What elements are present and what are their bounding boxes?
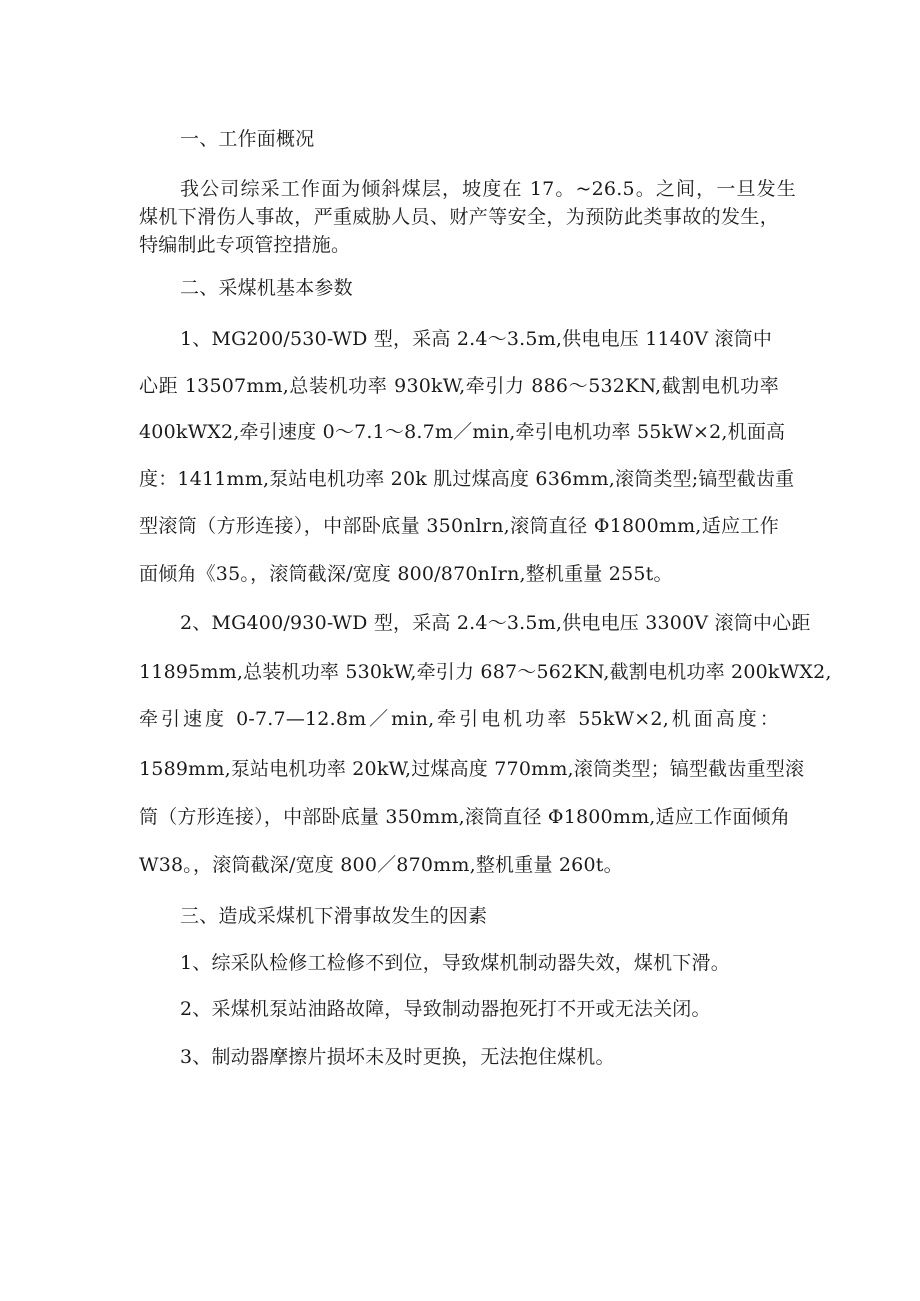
paragraph-line: 型滚筒（方形连接），中部卧底量 350nlrn,滚筒直径 Φ1800mm,适应工作: [139, 515, 779, 537]
paragraph-line: 牵引速度 0-7.7—12.8m／min,牵引电机功率 55kW×2,机面高度：: [139, 708, 779, 730]
paragraph-line: 心距 13507mm,总装机功率 930kW,牵引力 886～532KN,截割电机功率: [139, 375, 779, 397]
paragraph-line: 筒（方形连接），中部卧底量 350mm,滚筒直径 Φ1800mm,适应工作面倾角: [139, 806, 790, 828]
paragraph-line: 2、MG400/930-WD 型，采高 2.4～3.5m,供电电压 3300V 滚筒中心距: [180, 612, 811, 634]
paragraph-line: 400kWX2,牵引速度 0～7.1～8.7m／min,牵引电机功率 55kW×2,机面高: [139, 421, 786, 443]
list-item: 3、制动器摩擦片损坏未及时更换，无法抱住煤机。: [180, 1046, 615, 1068]
paragraph-line: 煤机下滑伤人事故，严重威胁人员、财产等安全，为预防此类事故的发生，: [139, 206, 779, 228]
paragraph-line: 11895mm,总装机功率 530kW,牵引力 687～562KN,截割电机功率 200kWX2,: [139, 661, 832, 683]
list-item: 2、采煤机泵站油路故障，导致制动器抱死打不开或无法关闭。: [180, 998, 711, 1020]
paragraph-line: 我公司综采工作面为倾斜煤层，坡度在 17。~26.5。之间，一旦发生: [180, 178, 796, 200]
section-heading-3: 三、造成采煤机下滑事故发生的因素: [180, 905, 488, 927]
paragraph-line: 面倾角《35。，滚筒截深/宽度 800/870nIrn,整机重量 255t。: [139, 563, 673, 585]
paragraph-line: 1、MG200/530-WD 型，采高 2.4～3.5m,供电电压 1140V 滚筒中: [180, 328, 773, 350]
paragraph-line: 度：1411mm,泵站电机功率 20k 肌过煤高度 636mm,滚筒类型;镐型截齿重: [139, 468, 795, 490]
list-item: 1、综采队检修工检修不到位，导致煤机制动器失效，煤机下滑。: [180, 952, 730, 974]
paragraph-line: 特编制此专项管控措施。: [139, 234, 351, 256]
paragraph-line: 1589mm,泵站电机功率 20kW,过煤高度 770mm,滚筒类型；镐型截齿重型滚: [139, 758, 805, 780]
section-heading-2: 二、采煤机基本参数: [180, 277, 353, 299]
paragraph-line: W38。，滚筒截深/宽度 800／870mm,整机重量 260t。: [139, 854, 623, 876]
section-heading-1: 一、工作面概况: [180, 128, 315, 150]
